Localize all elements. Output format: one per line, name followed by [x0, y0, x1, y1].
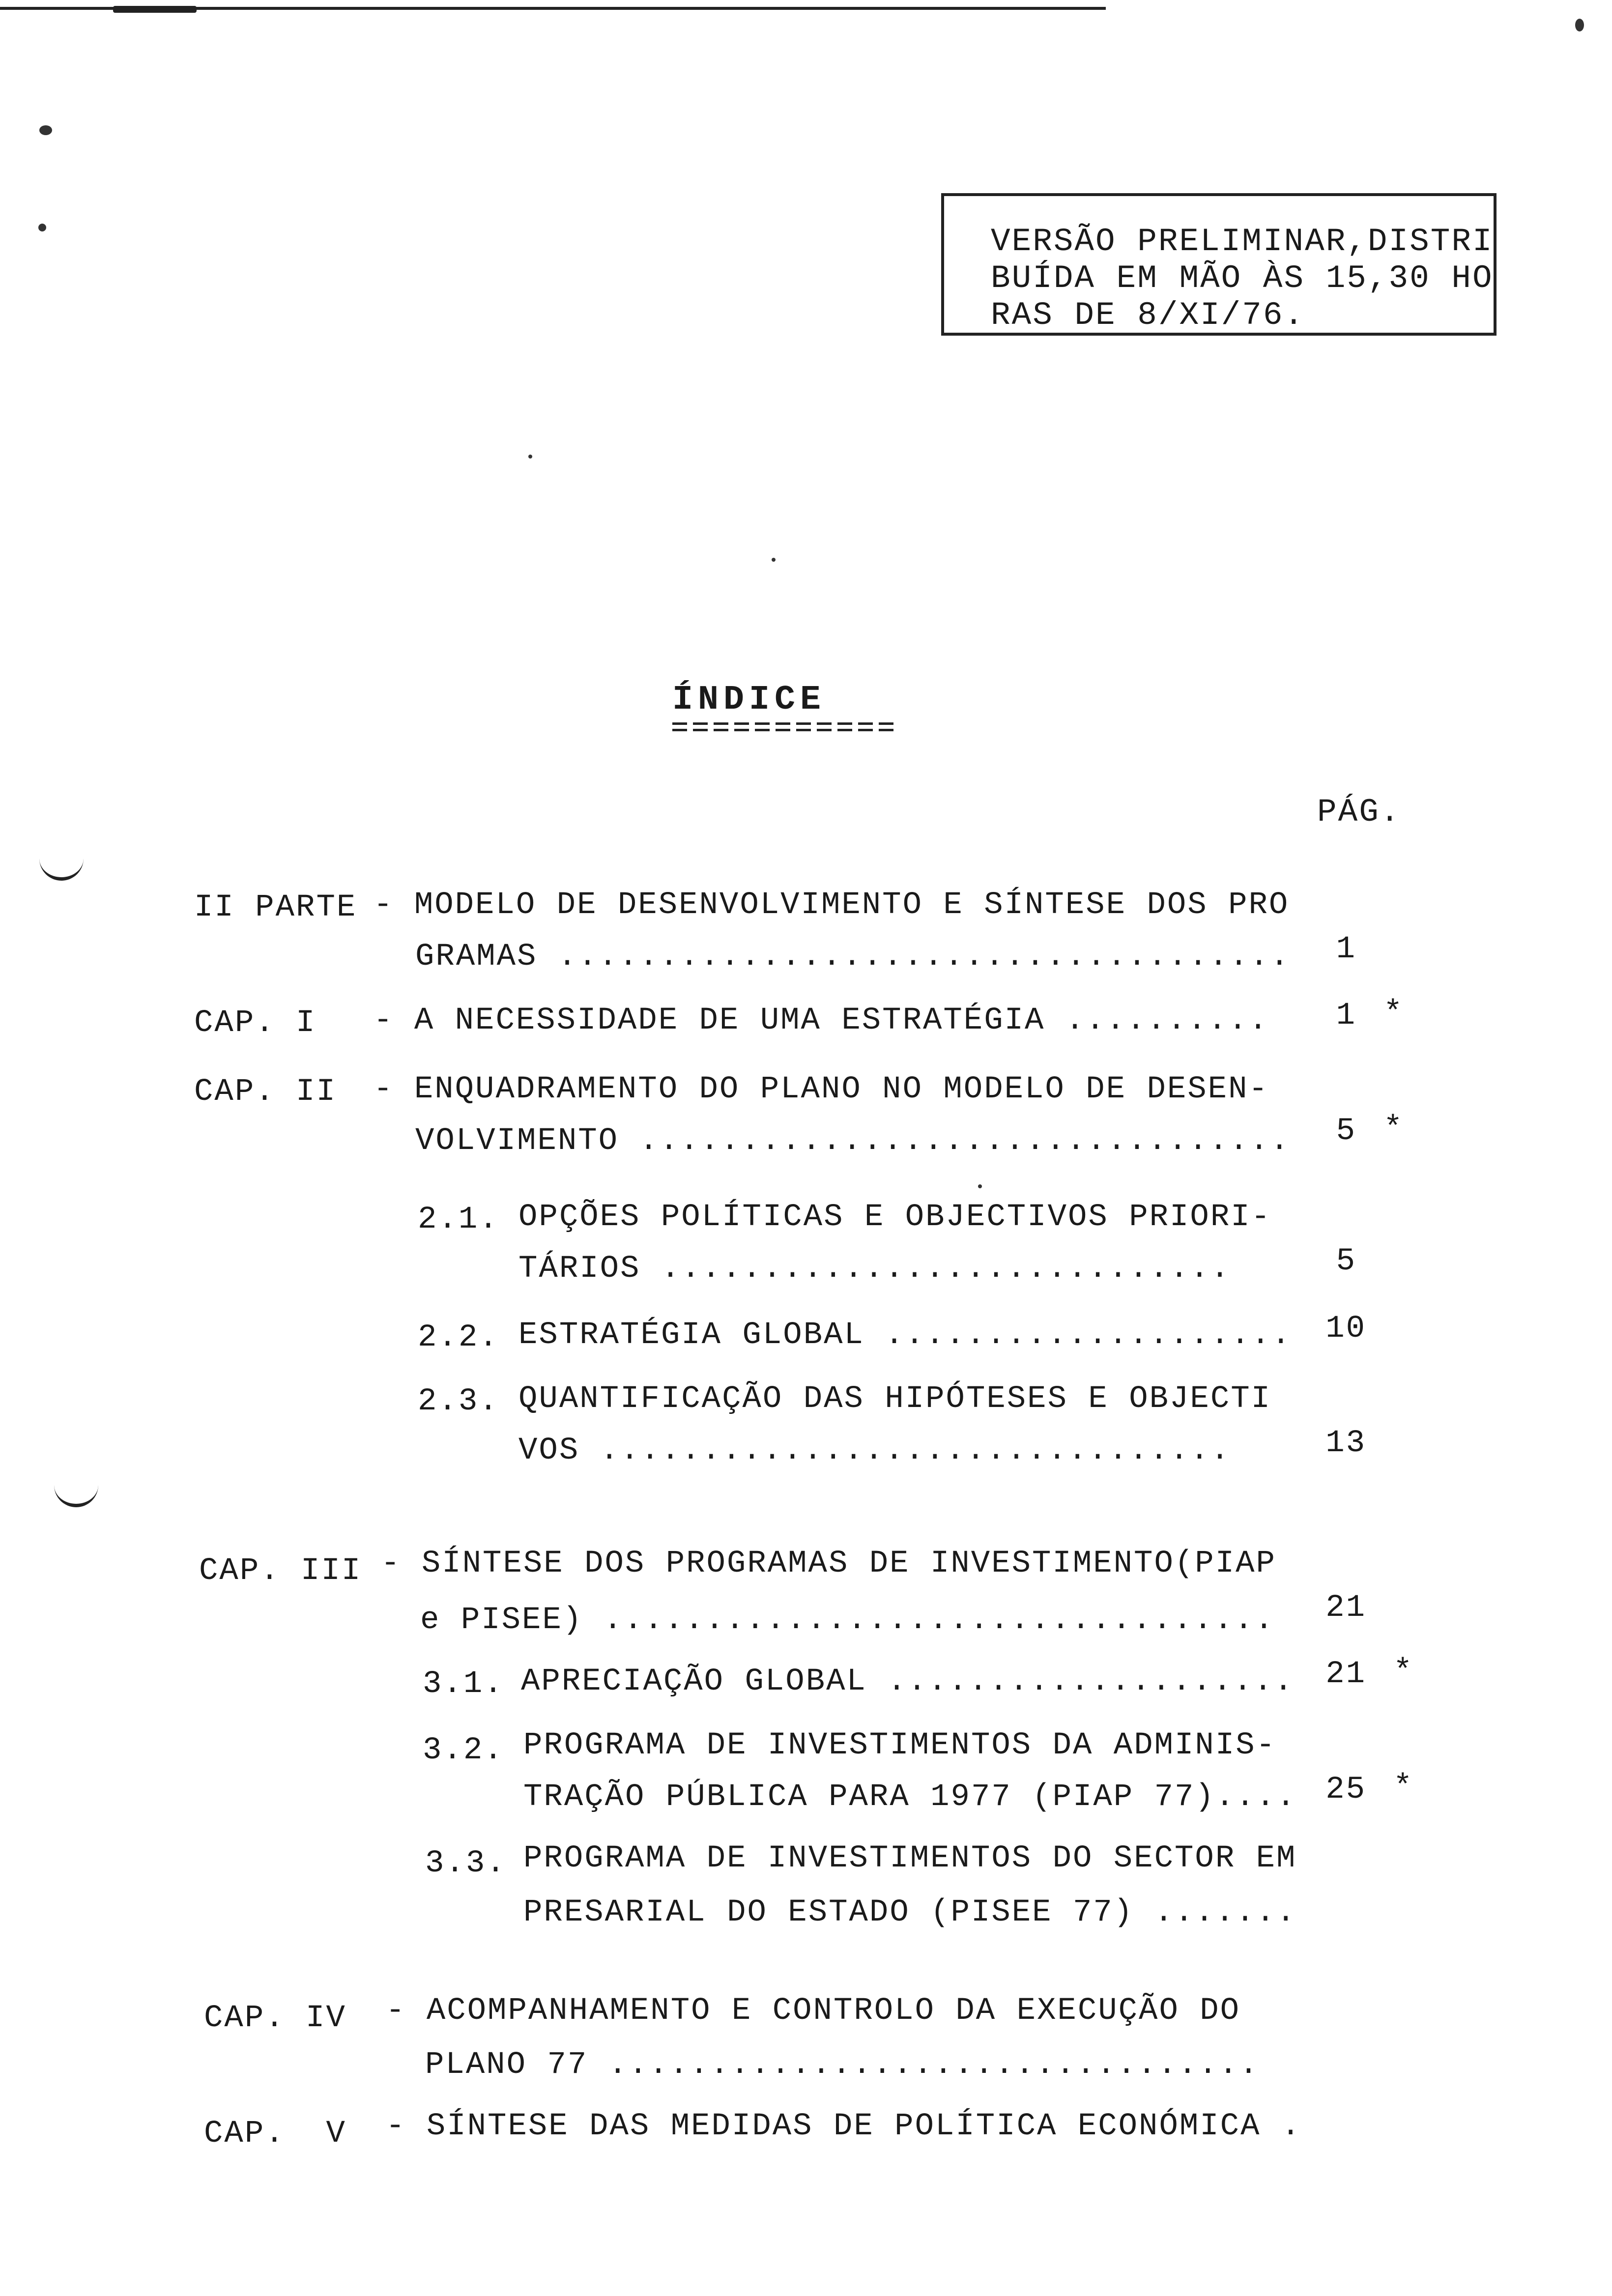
- toc-entry-mark: *: [1393, 1654, 1412, 1690]
- scan-speck: [772, 558, 776, 562]
- toc-entry-title: TÁRIOS ............................: [518, 1251, 1231, 1287]
- toc-entry-title: - SÍNTESE DOS PROGRAMAS DE INVESTIMENTO(PIAP: [381, 1546, 1276, 1581]
- toc-entry-label: CAP. III: [199, 1553, 362, 1589]
- title-underline: [672, 722, 894, 725]
- toc-entry-title: ESTRATÉGIA GLOBAL ....................: [518, 1318, 1292, 1353]
- toc-entry-label: 3.1.: [423, 1666, 504, 1702]
- toc-entry-title: e PISEE) .................................: [420, 1603, 1275, 1638]
- toc-entry-title: APRECIAÇÃO GLOBAL ....................: [521, 1664, 1295, 1699]
- toc-entry-title: - A NECESSIDADE DE UMA ESTRATÉGIA ..........: [374, 1003, 1269, 1038]
- notice-line: BUÍDA EM MÃO ÀS 15,30 HO: [991, 260, 1494, 297]
- preliminary-version-notice: [941, 193, 1497, 336]
- toc-entry-page: 10: [1325, 1311, 1366, 1347]
- toc-entry-page: 5: [1336, 1114, 1356, 1149]
- toc-entry-mark: *: [1383, 996, 1403, 1031]
- toc-entry-label: CAP. IV: [204, 2001, 346, 2036]
- punch-hole-mark: [54, 1484, 98, 1507]
- toc-entry-label: II PARTE: [194, 890, 357, 925]
- toc-entry-page: 1: [1336, 932, 1356, 967]
- toc-entry-title: - ENQUADRAMENTO DO PLANO NO MODELO DE DESEN-: [374, 1072, 1269, 1107]
- punch-hole-mark: [39, 858, 84, 881]
- toc-entry-page: 21: [1325, 1590, 1366, 1626]
- toc-entry-page: 21: [1325, 1657, 1366, 1692]
- toc-entry-mark: *: [1383, 1111, 1403, 1147]
- toc-entry-title: VOS ...............................: [518, 1433, 1231, 1468]
- toc-entry-label: 3.3.: [425, 1846, 507, 1881]
- toc-entry-mark: *: [1393, 1770, 1412, 1805]
- notice-line: VERSÃO PRELIMINAR,DISTRI: [991, 223, 1494, 260]
- toc-entry-label: 2.1.: [418, 1202, 499, 1237]
- page-column-header: PÁG.: [1317, 794, 1401, 831]
- toc-entry-title: - ACOMPANHAMENTO E CONTROLO DA EXECUÇÃO DO: [386, 1993, 1241, 2029]
- toc-entry-title: PLANO 77 ................................: [425, 2047, 1260, 2083]
- scan-speck: [38, 224, 46, 231]
- scan-speck: [1575, 19, 1584, 31]
- scan-speck: [528, 455, 532, 459]
- toc-entry-page: 13: [1325, 1426, 1366, 1461]
- toc-entry-label: 2.3.: [418, 1384, 499, 1419]
- toc-entry-page: 25: [1325, 1772, 1366, 1808]
- toc-entry-label: CAP. II: [194, 1074, 337, 1110]
- index-title: ÍNDICE: [672, 681, 826, 719]
- toc-entry-title: PRESARIAL DO ESTADO (PISEE 77) .......: [523, 1895, 1297, 1930]
- toc-entry-label: 3.2.: [423, 1733, 504, 1768]
- toc-entry-title: GRAMAS ....................................: [415, 939, 1291, 975]
- toc-entry-label: CAP. I: [194, 1005, 317, 1041]
- toc-entry-label: CAP. V: [204, 2116, 346, 2152]
- toc-entry-title: - MODELO DE DESENVOLVIMENTO E SÍNTESE DOS PRO: [374, 888, 1290, 923]
- title-underline: [672, 729, 894, 731]
- toc-entry-title: OPÇÕES POLÍTICAS E OBJECTIVOS PRIORI-: [518, 1200, 1272, 1235]
- toc-entry-title: - SÍNTESE DAS MEDIDAS DE POLÍTICA ECONÓMICA .: [386, 2109, 1302, 2144]
- toc-entry-title: PROGRAMA DE INVESTIMENTOS DA ADMINIS-: [523, 1728, 1277, 1763]
- toc-entry-label: 2.2.: [418, 1320, 499, 1355]
- scan-speck: [39, 125, 52, 135]
- scan-speck: [978, 1184, 982, 1188]
- toc-entry-title: TRAÇÃO PÚBLICA PARA 1977 (PIAP 77)....: [523, 1779, 1297, 1815]
- toc-entry-page: 1: [1336, 998, 1356, 1033]
- toc-entry-title: VOLVIMENTO ................................: [415, 1123, 1291, 1159]
- notice-line: RAS DE 8/XI/76.: [991, 297, 1305, 334]
- toc-entry-title: PROGRAMA DE INVESTIMENTOS DO SECTOR EM: [523, 1841, 1297, 1876]
- toc-entry-page: 5: [1336, 1244, 1356, 1279]
- toc-entry-title: QUANTIFICAÇÃO DAS HIPÓTESES E OBJECTI: [518, 1381, 1272, 1417]
- top-edge-smudge: [113, 6, 197, 13]
